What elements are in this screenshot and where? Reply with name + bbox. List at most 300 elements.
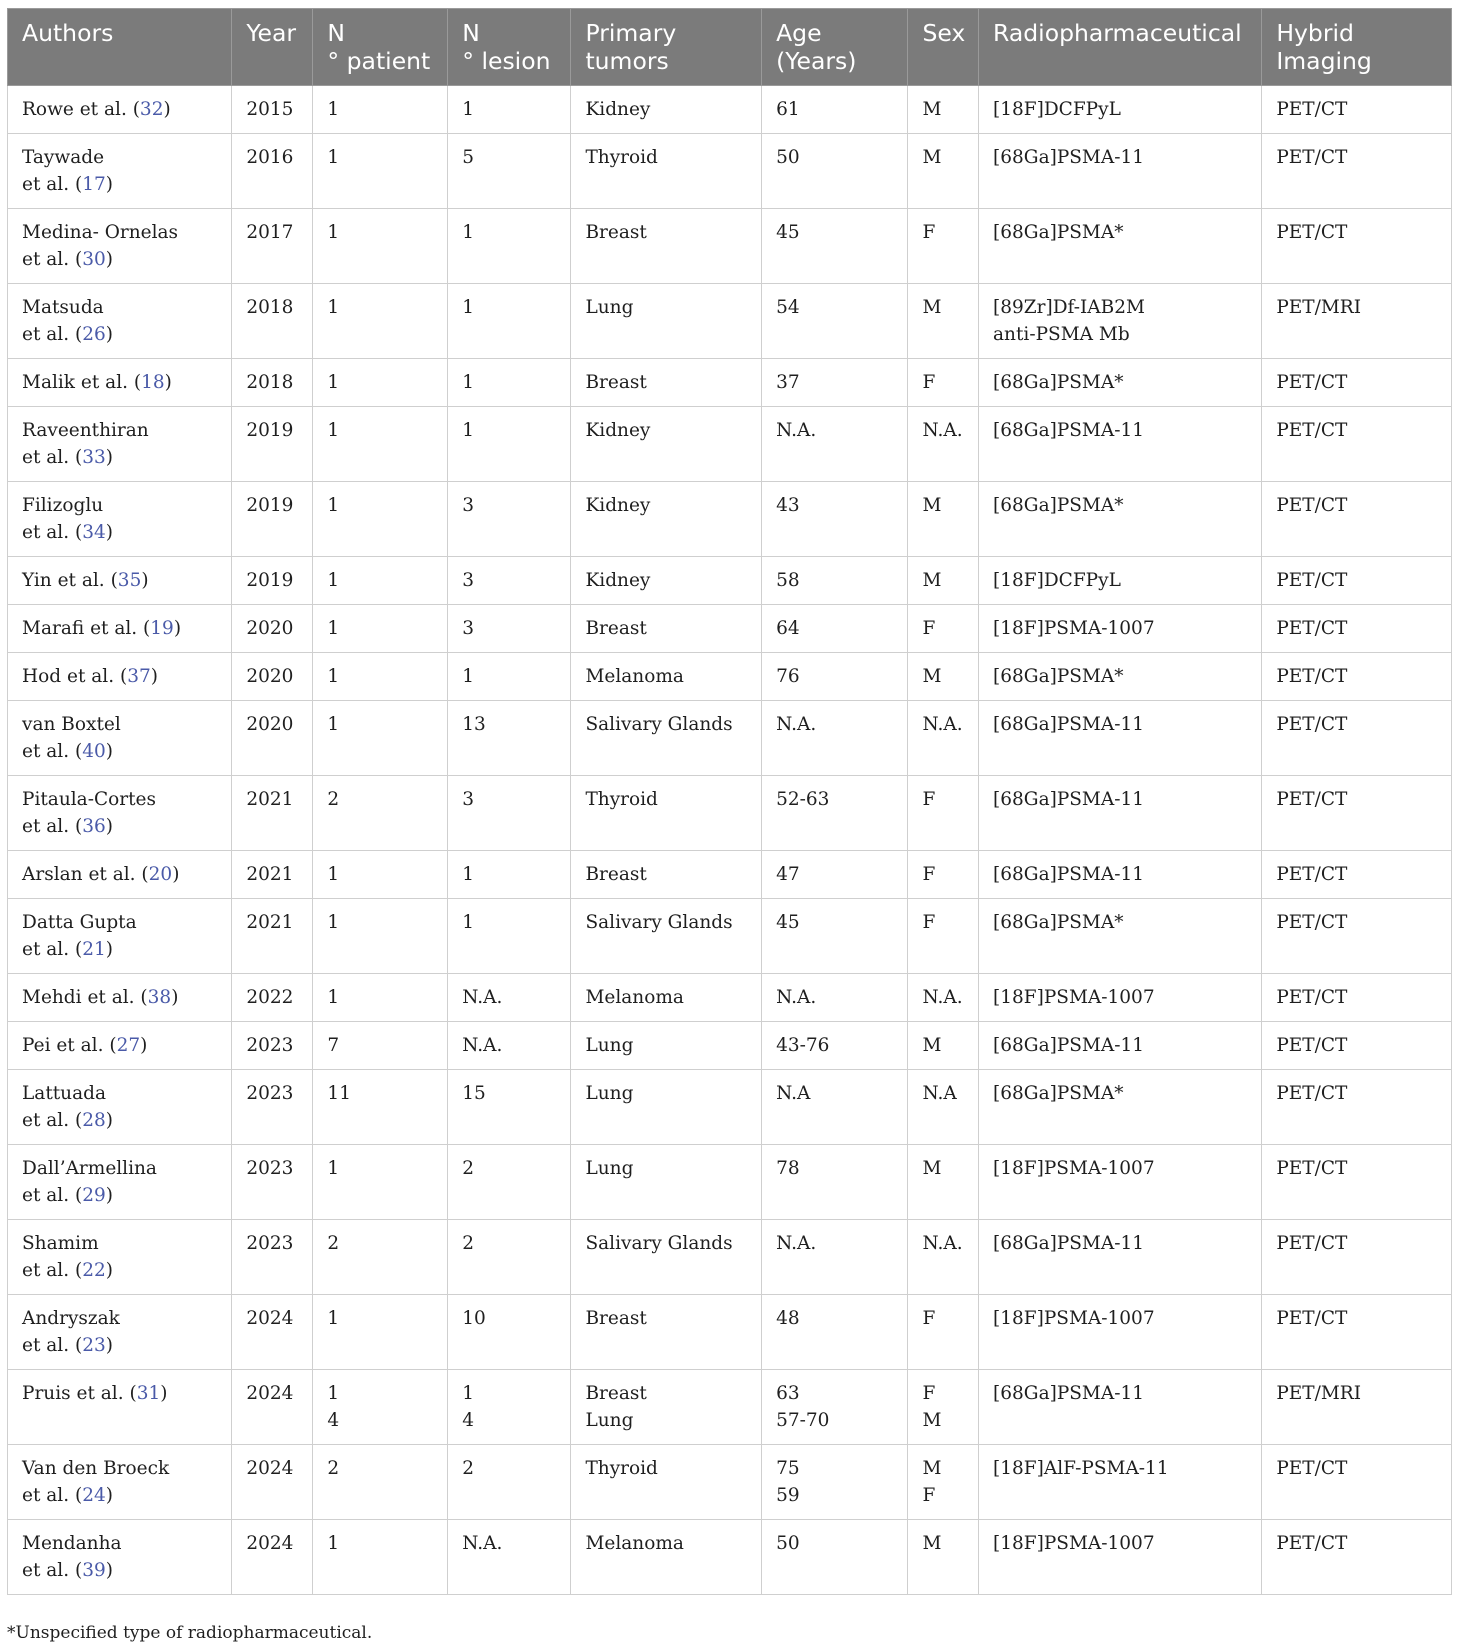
cell-imaging: PET/CT [1262, 209, 1452, 284]
cell-patients-line: 1 [327, 495, 340, 516]
column-header [313, 9, 448, 86]
reference-link[interactable]: 22 [82, 1260, 106, 1281]
column-header-line: tumors [585, 47, 669, 75]
reference-link[interactable]: 32 [139, 99, 164, 120]
column-header-line: Authors [22, 19, 114, 47]
header-row [8, 9, 1452, 86]
cell-sex-line: F [922, 912, 936, 933]
cell-age-line: N.A. [776, 714, 817, 735]
cell-lesions [448, 209, 571, 284]
ref-open-paren: ( [74, 1485, 83, 1506]
cell-imaging: PET/CT [1262, 605, 1452, 653]
cell-age [762, 482, 908, 557]
table-row [8, 701, 1452, 776]
column-header-line: Imaging [1276, 47, 1372, 75]
cell-tumors-line: Salivary Glands [585, 912, 733, 933]
ref-open-paren: ( [74, 249, 83, 270]
reference-link[interactable]: 40 [82, 741, 106, 762]
cell-age-line: N.A. [776, 420, 817, 441]
cell-lesions [448, 701, 571, 776]
cell-patients-line: 4 [327, 1410, 340, 1431]
cell-sex-line: M [922, 1410, 942, 1431]
author-line [22, 492, 223, 519]
cell-patients-line: 1 [327, 99, 340, 120]
cell-sex [908, 557, 979, 605]
cell-radiopharmaceutical-line: [18F]DCFPyL [993, 99, 1121, 120]
cell-patients [313, 1295, 448, 1370]
cell-patients [313, 86, 448, 134]
author-text: et al. [22, 1260, 75, 1281]
author-text: et al. [22, 447, 75, 468]
cell-patients-line: 1 [327, 147, 340, 168]
cell-tumors-line: Thyroid [585, 147, 658, 168]
cell-age-line: 47 [776, 864, 800, 885]
author-text: Yin et al. [22, 570, 111, 591]
cell-patients-line: 1 [327, 1158, 340, 1179]
cell-sex [908, 1295, 979, 1370]
author-line [22, 1455, 223, 1482]
author-text: Malik et al. [22, 372, 134, 393]
author-line [22, 1530, 223, 1557]
cell-patients [313, 776, 448, 851]
table-row [8, 653, 1452, 701]
cell-age [762, 653, 908, 701]
cell-sex [908, 1370, 979, 1445]
cell-sex-line: F [922, 1383, 936, 1404]
cell-patients-line: 1 [327, 1533, 340, 1554]
reference-link[interactable]: 26 [82, 324, 106, 345]
cell-sex-line: N.A. [922, 1233, 963, 1254]
cell-age-line: 63 [776, 1383, 800, 1404]
author-line [22, 444, 223, 471]
reference-link[interactable]: 30 [82, 249, 106, 270]
cell-patients [313, 605, 448, 653]
cell-authors [8, 209, 232, 284]
cell-tumors [571, 482, 762, 557]
cell-authors [8, 653, 232, 701]
reference-link[interactable]: 20 [148, 864, 173, 885]
cell-patients [313, 1145, 448, 1220]
cell-patients-line: 1 [327, 618, 340, 639]
table-row [8, 86, 1452, 134]
cell-patients-line: 1 [327, 864, 340, 885]
cell-lesions-line: 3 [462, 789, 475, 810]
cell-imaging: PET/CT [1262, 359, 1452, 407]
cell-lesions-line: N.A. [462, 1035, 503, 1056]
cell-lesions [448, 482, 571, 557]
cell-authors [8, 1070, 232, 1145]
cell-sex [908, 1220, 979, 1295]
ref-open-paren: ( [140, 987, 148, 1008]
column-header [8, 9, 232, 86]
reference-link[interactable]: 29 [82, 1185, 106, 1206]
cell-imaging: PET/CT [1262, 851, 1452, 899]
cell-tumors [571, 1145, 762, 1220]
column-header-line: N [327, 19, 346, 47]
cell-radiopharmaceutical-line: [68Ga]PSMA-11 [993, 789, 1145, 810]
cell-sex-line: F [922, 1485, 936, 1506]
cell-sex-line: N.A. [922, 987, 963, 1008]
cell-radiopharmaceutical [979, 86, 1262, 134]
author-line [22, 369, 223, 396]
cell-radiopharmaceutical-line: [68Ga]PSMA-11 [993, 147, 1145, 168]
author-line [22, 417, 223, 444]
column-header-line: Radiopharmaceutical [993, 19, 1242, 47]
cell-patients [313, 701, 448, 776]
cell-tumors-line: Melanoma [585, 666, 684, 687]
cell-authors [8, 134, 232, 209]
author-line [22, 144, 223, 171]
author-line [22, 246, 223, 273]
author-line [22, 1182, 223, 1209]
cell-imaging: PET/CT [1262, 1220, 1452, 1295]
cell-patients [313, 1445, 448, 1520]
cell-radiopharmaceutical [979, 605, 1262, 653]
author-text: et al. [22, 1335, 75, 1356]
cell-authors [8, 284, 232, 359]
table-row [8, 557, 1452, 605]
cell-radiopharmaceutical [979, 1295, 1262, 1370]
column-header-line: Year [246, 19, 297, 47]
cell-tumors-line: Kidney [585, 570, 651, 591]
author-text: Taywade [22, 147, 105, 168]
cell-age [762, 851, 908, 899]
cell-lesions [448, 1445, 571, 1520]
cell-lesions-line: 13 [462, 714, 486, 735]
reference-link[interactable]: 35 [117, 570, 142, 591]
cell-age-line: 59 [776, 1485, 800, 1506]
cell-lesions [448, 1520, 571, 1595]
column-header [908, 9, 979, 86]
column-header-line: ° lesion [462, 47, 551, 75]
cell-tumors-line: Melanoma [585, 1533, 684, 1554]
cell-age-line: 45 [776, 912, 800, 933]
cell-authors [8, 1445, 232, 1520]
cell-radiopharmaceutical [979, 1220, 1262, 1295]
author-line [22, 738, 223, 765]
cell-lesions-line: 3 [462, 570, 475, 591]
cell-age [762, 1070, 908, 1145]
cell-lesions-line: 4 [462, 1410, 475, 1431]
cell-tumors [571, 899, 762, 974]
cell-age [762, 86, 908, 134]
ref-close-paren: ) [105, 1185, 113, 1206]
cell-tumors [571, 701, 762, 776]
cell-tumors-line: Breast [585, 222, 647, 243]
cell-year: 2016 [232, 134, 313, 209]
cell-radiopharmaceutical-line: [89Zr]Df-IAB2M [993, 297, 1145, 318]
author-text: Lattuada [22, 1083, 106, 1104]
ref-close-paren: ) [150, 666, 158, 687]
table-row [8, 209, 1452, 284]
cell-lesions-line: 10 [462, 1308, 486, 1329]
author-text: Datta Gupta [22, 912, 137, 933]
cell-authors [8, 1220, 232, 1295]
column-header-line: Primary [585, 19, 677, 47]
author-line [22, 219, 223, 246]
cell-tumors [571, 134, 762, 209]
cell-lesions-line: 1 [462, 99, 475, 120]
ref-close-paren: ) [105, 1335, 113, 1356]
author-line [22, 294, 223, 321]
cell-patients [313, 899, 448, 974]
reference-link[interactable]: 36 [82, 816, 106, 837]
author-text: Andryszak [22, 1308, 120, 1329]
cell-sex [908, 851, 979, 899]
ref-close-paren: ) [105, 1560, 113, 1581]
cell-tumors-line: Lung [585, 1083, 634, 1104]
author-line [22, 567, 223, 594]
cell-lesions-line: 2 [462, 1233, 475, 1254]
cell-age [762, 407, 908, 482]
cell-patients-line: 1 [327, 420, 340, 441]
cell-sex [908, 359, 979, 407]
cell-tumors [571, 605, 762, 653]
cell-lesions [448, 284, 571, 359]
cell-radiopharmaceutical [979, 134, 1262, 209]
author-line [22, 861, 223, 888]
reference-link[interactable]: 39 [82, 1560, 106, 1581]
author-line [22, 1032, 223, 1059]
cell-lesions [448, 974, 571, 1022]
ref-close-paren: ) [105, 522, 113, 543]
cell-sex [908, 134, 979, 209]
cell-sex [908, 1070, 979, 1145]
ref-close-paren: ) [105, 324, 113, 345]
cell-lesions [448, 1220, 571, 1295]
cell-age-line: N.A. [776, 1233, 817, 1254]
cell-patients-line: 1 [327, 222, 340, 243]
reference-link[interactable]: 21 [82, 939, 106, 960]
cell-authors [8, 407, 232, 482]
author-line [22, 519, 223, 546]
cell-year: 2022 [232, 974, 313, 1022]
cell-imaging: PET/CT [1262, 701, 1452, 776]
ref-open-paren: ( [110, 570, 118, 591]
cell-sex-line: N.A [922, 1083, 957, 1104]
table-container [7, 8, 1452, 1595]
cell-authors [8, 1022, 232, 1070]
cell-sex-line: F [922, 864, 936, 885]
cell-radiopharmaceutical-line: [68Ga]PSMA-11 [993, 420, 1145, 441]
column-header-line: N [462, 19, 480, 47]
cell-radiopharmaceutical [979, 701, 1262, 776]
column-header [232, 9, 313, 86]
cell-sex-line: M [922, 1458, 942, 1479]
author-text: et al. [22, 1110, 75, 1131]
cell-sex [908, 974, 979, 1022]
author-text: et al. [22, 1185, 75, 1206]
ref-close-paren: ) [105, 939, 113, 960]
reference-link[interactable]: 34 [82, 522, 106, 543]
reference-link[interactable]: 38 [147, 987, 172, 1008]
table-row [8, 1022, 1452, 1070]
author-text: Pitaula-Cortes [22, 789, 156, 810]
author-line [22, 813, 223, 840]
cell-sex [908, 284, 979, 359]
author-text: Arslan et al. [22, 864, 142, 885]
author-line [22, 936, 223, 963]
cell-sex-line: M [922, 666, 942, 687]
cell-patients-line: 1 [327, 714, 340, 735]
reference-link[interactable]: 24 [82, 1485, 106, 1506]
cell-lesions-line: 1 [462, 1383, 475, 1404]
cell-radiopharmaceutical [979, 1022, 1262, 1070]
cell-age-line: 75 [776, 1458, 800, 1479]
cell-patients-line: 11 [327, 1083, 351, 1104]
author-line [22, 786, 223, 813]
reference-link[interactable]: 27 [116, 1035, 141, 1056]
cell-age [762, 1520, 908, 1595]
cell-radiopharmaceutical [979, 899, 1262, 974]
author-text: Medina- Ornelas [22, 222, 179, 243]
ref-close-paren: ) [141, 570, 149, 591]
author-line [22, 711, 223, 738]
cell-radiopharmaceutical-line: [68Ga]PSMA* [993, 1083, 1124, 1104]
reference-link[interactable]: 37 [127, 666, 151, 687]
cell-radiopharmaceutical-line: [18F]PSMA-1007 [993, 987, 1155, 1008]
author-text: van Boxtel [22, 714, 121, 735]
cell-patients-line: 2 [327, 789, 340, 810]
cell-sex-line: F [922, 789, 936, 810]
reference-link[interactable]: 31 [136, 1383, 161, 1404]
cell-authors [8, 557, 232, 605]
cell-radiopharmaceutical-line: [68Ga]PSMA* [993, 912, 1124, 933]
cell-tumors [571, 776, 762, 851]
cell-patients-line: 1 [327, 987, 340, 1008]
author-text: et al. [22, 174, 75, 195]
table-row [8, 1445, 1452, 1520]
column-header [979, 9, 1262, 86]
cell-lesions-line: 3 [462, 495, 475, 516]
cell-authors [8, 701, 232, 776]
ref-open-paren: ( [129, 1383, 137, 1404]
cell-sex-line: M [922, 1533, 942, 1554]
cell-lesions-line: N.A. [462, 987, 503, 1008]
reference-link[interactable]: 33 [82, 447, 106, 468]
cell-year: 2023 [232, 1220, 313, 1295]
author-line [22, 171, 223, 198]
cell-year: 2024 [232, 1520, 313, 1595]
cell-patients [313, 1220, 448, 1295]
cell-imaging: PET/CT [1262, 1295, 1452, 1370]
reference-link[interactable]: 23 [82, 1335, 106, 1356]
author-line [22, 321, 223, 348]
cell-sex [908, 1445, 979, 1520]
cell-authors [8, 359, 232, 407]
cell-radiopharmaceutical-line: [68Ga]PSMA-11 [993, 864, 1145, 885]
ref-open-paren: ( [74, 522, 83, 543]
column-header [448, 9, 571, 86]
cell-sex-line: M [922, 495, 942, 516]
ref-open-paren: ( [74, 1110, 83, 1131]
reference-link[interactable]: 17 [82, 174, 106, 195]
cell-patients-line: 1 [327, 666, 340, 687]
ref-open-paren: ( [143, 618, 151, 639]
ref-close-paren: ) [105, 1485, 113, 1506]
cell-patients [313, 482, 448, 557]
cell-patients [313, 851, 448, 899]
cell-radiopharmaceutical-line: [68Ga]PSMA-11 [993, 714, 1145, 735]
cell-sex [908, 407, 979, 482]
cell-radiopharmaceutical [979, 974, 1262, 1022]
ref-close-paren: ) [173, 618, 182, 639]
table-row [8, 1520, 1452, 1595]
cell-patients [313, 359, 448, 407]
cell-imaging: PET/CT [1262, 1145, 1452, 1220]
cell-patients [313, 284, 448, 359]
cell-age [762, 776, 908, 851]
cell-tumors-line: Breast [585, 864, 647, 885]
cell-age [762, 209, 908, 284]
ref-close-paren: ) [105, 816, 113, 837]
author-line [22, 1557, 223, 1584]
table-row [8, 1070, 1452, 1145]
cell-year: 2023 [232, 1145, 313, 1220]
author-line [22, 909, 223, 936]
cell-sex-line: N.A. [922, 420, 963, 441]
ref-close-paren: ) [164, 372, 172, 393]
cell-age-line: 43-76 [776, 1035, 830, 1056]
cell-year: 2020 [232, 701, 313, 776]
cell-authors [8, 1520, 232, 1595]
cell-tumors [571, 1520, 762, 1595]
cell-radiopharmaceutical-line: [18F]PSMA-1007 [993, 1308, 1155, 1329]
author-line [22, 1305, 223, 1332]
cell-radiopharmaceutical [979, 1370, 1262, 1445]
column-header [571, 9, 762, 86]
cell-year: 2017 [232, 209, 313, 284]
ref-open-paren: ( [74, 939, 83, 960]
cell-patients-line: 2 [327, 1233, 340, 1254]
author-line [22, 96, 223, 123]
cell-sex [908, 86, 979, 134]
cell-age [762, 899, 908, 974]
cell-imaging: PET/CT [1262, 1070, 1452, 1145]
cell-lesions [448, 1070, 571, 1145]
author-text: Dall’Armellina [22, 1158, 157, 1179]
ref-close-paren: ) [172, 864, 180, 885]
cell-patients [313, 974, 448, 1022]
reference-link[interactable]: 18 [141, 372, 165, 393]
cell-lesions [448, 86, 571, 134]
cell-radiopharmaceutical [979, 359, 1262, 407]
cell-imaging: PET/MRI [1262, 284, 1452, 359]
cell-imaging: PET/MRI [1262, 1370, 1452, 1445]
cell-sex-line: M [922, 1035, 942, 1056]
cell-age-line: N.A [776, 1083, 811, 1104]
cell-radiopharmaceutical-line: [18F]AlF-PSMA-11 [993, 1458, 1169, 1479]
cell-lesions-line: 1 [462, 222, 475, 243]
cell-imaging: PET/CT [1262, 653, 1452, 701]
reference-link[interactable]: 28 [82, 1110, 106, 1131]
author-line [22, 1155, 223, 1182]
cell-tumors-line: Kidney [585, 420, 651, 441]
cell-year: 2018 [232, 359, 313, 407]
reference-link[interactable]: 19 [150, 618, 174, 639]
cell-lesions-line: 3 [462, 618, 475, 639]
cell-age [762, 1445, 908, 1520]
cell-authors [8, 482, 232, 557]
ref-open-paren: ( [74, 816, 83, 837]
cell-tumors [571, 653, 762, 701]
cell-tumors-line: Lung [585, 297, 634, 318]
cell-radiopharmaceutical-line: [18F]PSMA-1007 [993, 1533, 1155, 1554]
cell-radiopharmaceutical [979, 1520, 1262, 1595]
cell-tumors [571, 1370, 762, 1445]
cell-radiopharmaceutical [979, 776, 1262, 851]
table-row [8, 407, 1452, 482]
